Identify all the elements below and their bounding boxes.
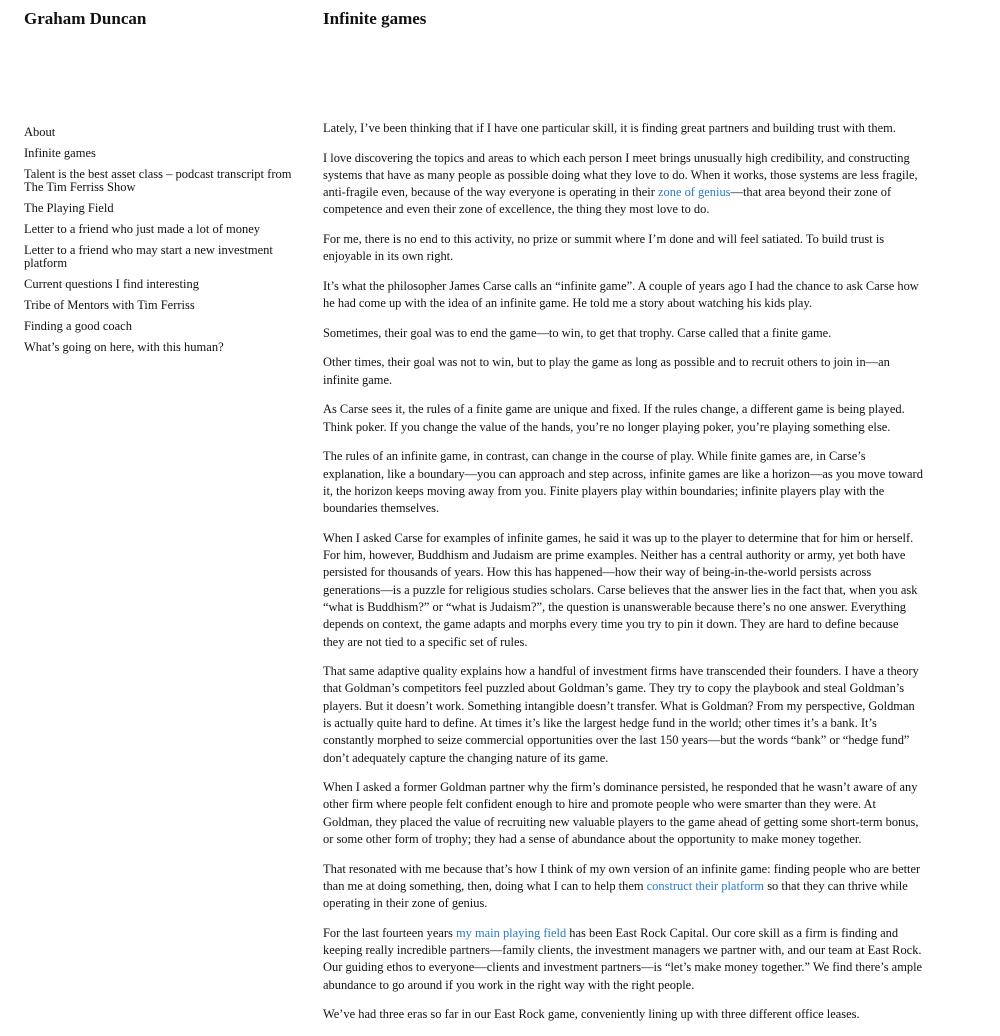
sidebar-item-finding-coach: [24, 318, 309, 335]
sidebar-link-about[interactable]: About: [24, 125, 56, 139]
paragraph: The rules of an infinite game, in contrast, can change in the course of play. While finite games are, in Carse’s explanation, like a boundary—you can approach and step across, infinite games are like a horizon—as you move toward it, the horizon keeps moving away from you. Finite players play within boundaries; infinite players play with the boundaries themselves.: [323, 449, 923, 516]
sidebar-link-whats-going-on[interactable]: What’s going on here, with this human?: [24, 340, 224, 354]
site-title[interactable]: Graham Duncan: [24, 9, 147, 28]
paragraph: When I asked a former Goldman partner why the firm’s dominance persisted, he responded that he wasn’t aware of any other firm where people felt confident enough to hire and promote people who were smarter than they were. At Goldman, they placed the value of recruiting new valuable players to the game ahead of getting some short-term bonus, or some other form of trophy; they had a sense of abundance about the opportunity to make money together.: [323, 780, 919, 847]
paragraph-text: I love discovering the topics and areas to which each person I meet brings unusually high credibility, and constructing systems that have as many people as possible doing what they love to do. When it works, those systems are less fragile, anti-fragile even, because of the way everyone is operating in their: [323, 150, 918, 200]
paragraph: [323, 150, 923, 219]
paragraph-text: has been East Rock Capital. Our core skill as a firm is finding and keeping really incredible partners—family clients, the investment managers we partner with, and our team at East Rock. Our guiding ethos to everyone—clients and investment partners—is “let’s make money together.” We find there’s ample abundance to go around if you work in the right way with the right people.: [323, 925, 923, 992]
sidebar-link-finding-coach[interactable]: Finding a good coach: [24, 319, 132, 333]
paragraph-text: —that area beyond their zone of competence and even their zone of excellence, the thing they most love to do.: [323, 185, 892, 217]
sidebar-link-tribe-of-mentors[interactable]: Tribe of Mentors with Tim Ferriss: [24, 298, 195, 312]
main-content: [323, 0, 923, 1036]
post-body: [323, 120, 923, 1024]
paragraph: As Carse sees it, the rules of a finite game are unique and fixed. If the rules change, a different game is being played. Think poker. If you change the value of the hands, you’re no longer playing poker, you’re playing something else.: [323, 402, 905, 434]
sidebar-link-playing-field[interactable]: The Playing Field: [24, 201, 114, 215]
sidebar-list: [24, 124, 309, 356]
post-title: Infinite games: [323, 9, 427, 28]
paragraph: When I asked Carse for examples of infinite games, he said it was up to the player to determine that for him or herself. For him, however, Buddhism and Judaism are prime examples. Neither has a central authority or army, yet both have persisted for thousands of years. How this has happened—how their way of being-in-the-world persists across generations—is a puzzle for religious studies scholars. Carse believes that the answer lies in the fact that, when you ask “what is Buddhism?” or “what is Judaism?”, the question is unanswerable because there’s no one answer. Everything depends on context, the game adapts and morphs every time you try to pin it down. They are hard to define because they are not tied to a specific set of rules.: [323, 530, 918, 649]
paragraph: For me, there is no end to this activity, no prize or summit where I’m done and will feel satiated. To build trust is enjoyable in its own right.: [323, 232, 885, 264]
sidebar-item-whats-going-on: [24, 339, 309, 356]
paragraph: Lately, I’ve been thinking that if I have one particular skill, it is finding great partners and building trust with them.: [323, 121, 896, 135]
paragraph: Other times, their goal was not to win, but to play the game as long as possible and to recruit others to join in—an infinite game.: [323, 355, 890, 387]
zone-of-genius-link[interactable]: zone of genius: [657, 185, 731, 200]
sidebar-link-infinite-games[interactable]: Infinite games: [24, 146, 96, 160]
sidebar-item-current-questions: [24, 276, 309, 293]
sidebar-item-tribe-of-mentors: [24, 297, 309, 314]
construct-their-platform-link[interactable]: construct their platform: [646, 878, 765, 893]
sidebar-link-letter-money[interactable]: Letter to a friend who just made a lot of money: [24, 222, 261, 236]
paragraph: [323, 861, 923, 913]
paragraph: [323, 925, 923, 994]
sidebar-link-current-questions[interactable]: Current questions I find interesting: [24, 277, 199, 291]
paragraph: We’ve had three eras so far in our East Rock game, conveniently lining up with three different office leases.: [323, 1007, 860, 1022]
paragraph: That same adaptive quality explains how a handful of investment firms have transcended their founders. I have a theory that Goldman’s competitors feel puzzled about Goldman’s game. They try to copy the playbook and steal Goldman’s players. But it doesn’t work. Something intangible doesn’t transfer. What is Goldman? From my perspective, Goldman is actually quite hard to define. At times it’s like the largest hedge fund in the world; other times it’s a bank. It’s constantly morphed to seize commercial opportunities over the last 150 years—but the words “bank” or “hedge fund” don’t adequately capture the changing nature of its game.: [323, 664, 919, 765]
paragraph: Sometimes, their goal was to end the game—to win, to get that trophy. Carse called that a finite game.: [323, 325, 832, 340]
sidebar-link-talent-podcast[interactable]: Talent is the best asset class – podcast transcript from The Tim Ferriss Show: [24, 167, 292, 194]
main-playing-field-link[interactable]: my main playing field: [455, 925, 567, 940]
sidebar-item-talent-podcast: [24, 166, 309, 196]
sidebar-item-playing-field: [24, 200, 309, 217]
paragraph-text: For the last fourteen years: [323, 925, 456, 940]
sidebar-item-about: [24, 124, 309, 141]
sidebar-item-infinite-games: [24, 145, 309, 162]
sidebar-item-letter-money: [24, 221, 309, 238]
paragraph-text: so that they can thrive while operating in their zone of genius.: [323, 878, 908, 911]
paragraph-text: That resonated with me because that’s how I think of my own version of an infinite game: finding people who are better than me at doing something, then, doing what I can to help them: [323, 861, 921, 893]
sidebar-item-letter-platform: [24, 242, 309, 272]
paragraph: It’s what the philosopher James Carse calls an “infinite game”. A couple of years ago I had the chance to ask Carse how he had come up with the idea of an infinite game. He told me a story about watching his kids play.: [323, 278, 919, 311]
sidebar-link-letter-platform[interactable]: Letter to a friend who may start a new investment platform: [24, 243, 273, 270]
sidebar-nav: [24, 124, 309, 360]
